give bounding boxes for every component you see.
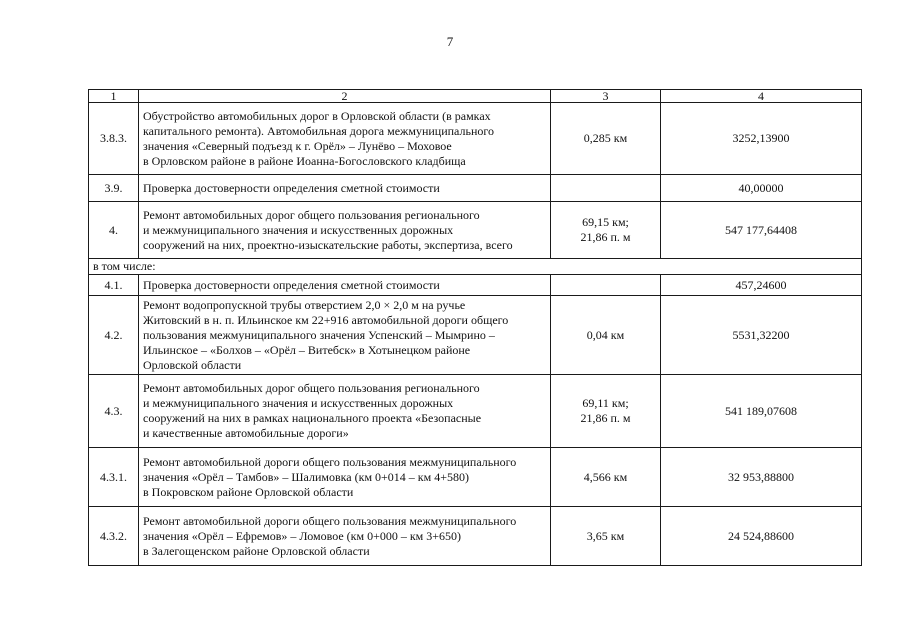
description-line: Ремонт автомобильных дорог общего пользования регионального — [143, 381, 480, 395]
table-row — [89, 275, 862, 296]
table-row — [89, 296, 862, 375]
table-row — [89, 448, 862, 507]
column-header: 4 — [661, 90, 862, 103]
item-description — [139, 448, 551, 507]
item-quantity — [551, 175, 661, 202]
item-amount: 40,00000 — [661, 175, 862, 202]
table-header-row — [89, 90, 862, 103]
item-quantity — [551, 202, 661, 259]
description-line: Ремонт автомобильной дороги общего пользования межмуниципального — [143, 454, 517, 469]
quantity-line: 69,11 км; — [582, 396, 629, 410]
quantity-line: 0,04 км — [586, 327, 625, 342]
description-line: Проверка достоверности определения сметной стоимости — [143, 180, 440, 195]
description-line: капитального ремонта). Автомобильная дорога межмуниципального — [143, 123, 494, 138]
item-number: 4.1. — [89, 275, 139, 296]
section-row — [89, 259, 862, 275]
description-line: Ремонт автомобильных дорог общего пользования регионального — [143, 207, 480, 222]
item-number: 4.3. — [89, 375, 139, 448]
item-description — [139, 175, 551, 202]
table-row — [89, 202, 862, 259]
table-row — [89, 103, 862, 175]
item-quantity — [551, 275, 661, 296]
item-number: 4.3.1. — [89, 448, 139, 507]
column-header: 3 — [551, 90, 661, 103]
description-line: сооружений на них, проектно-изыскательские работы, экспертиза, всего — [143, 237, 513, 252]
description-line: значения «Северный подъезд к г. Орёл» – Лунёво – Моховое — [143, 138, 452, 153]
item-quantity — [551, 103, 661, 175]
item-description — [139, 375, 551, 448]
item-amount: 32 953,88800 — [661, 448, 862, 507]
item-number: 4. — [89, 202, 139, 259]
item-amount: 24 524,88600 — [661, 507, 862, 566]
description-line: Ремонт водопропускной трубы отверстием 2,0 × 2,0 м на ручье — [143, 297, 466, 312]
item-number: 3.9. — [89, 175, 139, 202]
item-number: 3.8.3. — [89, 103, 139, 175]
item-quantity — [551, 375, 661, 448]
page-number: 7 — [446, 34, 454, 49]
item-amount: 5531,32200 — [661, 296, 862, 375]
description-line: Житовский в н. п. Ильинское км 22+916 автомобильной дороги общего — [143, 312, 509, 327]
item-number: 4.3.2. — [89, 507, 139, 566]
description-line: сооружений на них в рамках национального проекта «Безопасные — [143, 411, 482, 425]
item-description — [139, 275, 551, 296]
item-description — [139, 103, 551, 175]
description-line: значения «Орёл – Тамбов» – Шалимовка (км 0+014 – км 4+580) — [143, 469, 469, 484]
item-description — [139, 507, 551, 566]
column-header: 1 — [89, 90, 139, 103]
item-amount: 3252,13900 — [661, 103, 862, 175]
table-body — [89, 103, 862, 566]
quantity-line: 0,285 км — [583, 131, 628, 145]
budget-table — [88, 89, 862, 566]
table-row — [89, 507, 862, 566]
description-line: и качественные автомобильные дороги» — [143, 426, 349, 440]
description-line: и межмуниципального значения и искусственных дорожных — [143, 396, 454, 410]
description-line: в Орловском районе в районе Иоанна-Богословского кладбища — [143, 153, 466, 168]
item-quantity — [551, 296, 661, 375]
column-header: 2 — [139, 90, 551, 103]
description-line: в Залегощенском районе Орловской области — [143, 543, 370, 558]
description-line: Ремонт автомобильной дороги общего пользования межмуниципального — [143, 513, 517, 528]
quantity-line: 3,65 км — [586, 528, 625, 543]
item-description — [139, 202, 551, 259]
description-line: значения «Орёл – Ефремов» – Ломовое (км 0+000 – км 3+650) — [143, 528, 462, 543]
description-line: пользования межмуниципального значения Успенский – Мымрино – — [143, 327, 495, 342]
table-row — [89, 175, 862, 202]
quantity-line: 4,566 км — [583, 469, 628, 484]
description-line: Орловской области — [143, 357, 242, 372]
item-quantity — [551, 507, 661, 566]
quantity-line: 69,15 км; — [582, 215, 629, 229]
description-line: и межмуниципального значения и искусственных дорожных — [143, 222, 454, 237]
item-amount: 547 177,64408 — [661, 202, 862, 259]
item-number: 4.2. — [89, 296, 139, 375]
quantity-line: 21,86 п. м — [580, 411, 631, 425]
item-quantity — [551, 448, 661, 507]
quantity-line: 21,86 п. м — [580, 230, 631, 244]
description-line: в Покровском районе Орловской области — [143, 484, 354, 499]
item-amount: 541 189,07608 — [661, 375, 862, 448]
description-line: Проверка достоверности определения сметной стоимости — [143, 277, 440, 292]
description-line: Обустройство автомобильных дорог в Орловской области (в рамках — [143, 108, 491, 123]
section-label: в том числе: — [89, 259, 862, 275]
item-amount: 457,24600 — [661, 275, 862, 296]
item-description — [139, 296, 551, 375]
description-line: Ильинское – «Болхов – «Орёл – Витебск» в Хотынецком районе — [143, 342, 471, 357]
table-row — [89, 375, 862, 448]
